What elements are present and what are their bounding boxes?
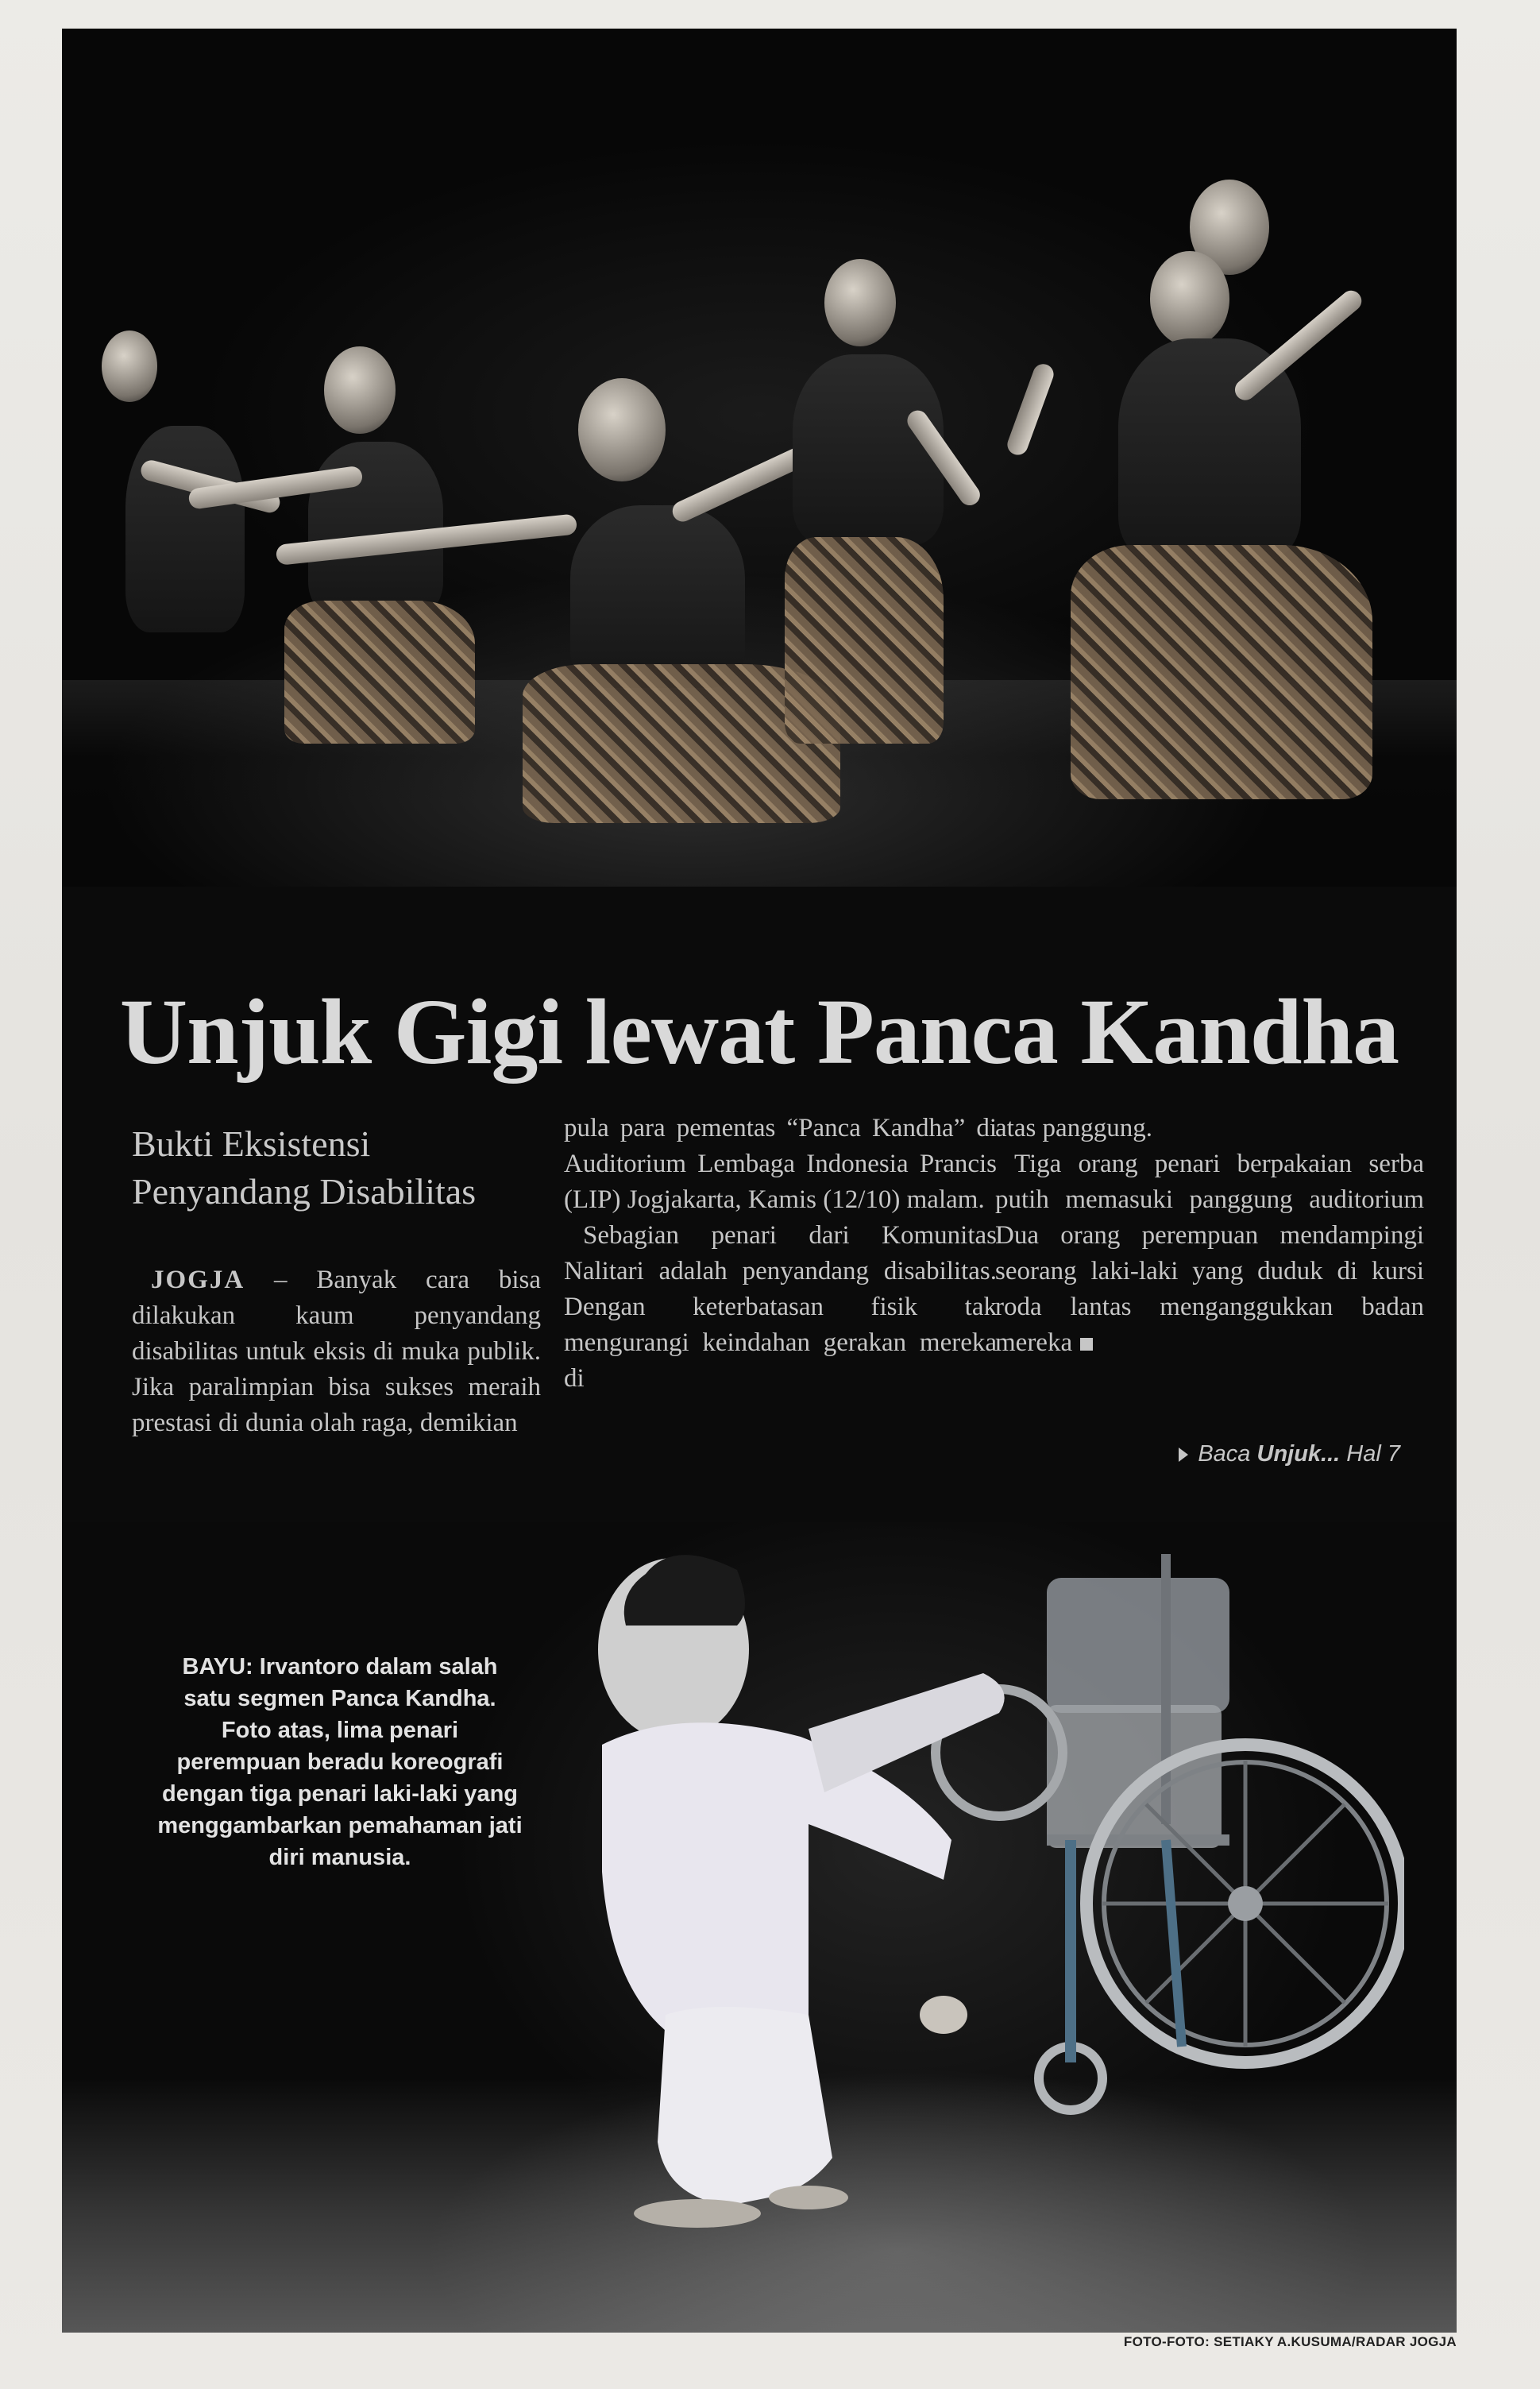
headline: Unjuk Gigi lewat Panca Kandha [119,980,1399,1084]
article-paragraph [132,1262,541,1441]
dancer-figure [1055,148,1436,783]
newspaper-page [62,29,1457,2333]
photo-credit: FOTO-FOTO: SETIAKY A.KUSUMA/RADAR JOGJA [1123,2334,1457,2349]
subheadline-line: Penyandang Disabilitas [132,1171,477,1212]
dancer-white-image [570,1538,1015,2229]
continue-reading [987,1441,1400,1467]
article-paragraph: atas panggung. [995,1114,1152,1142]
triangle-right-icon [1179,1448,1188,1462]
dateline: JOGJA [151,1266,245,1294]
article-column-1 [132,1262,541,1441]
article-paragraph [995,1146,1424,1361]
end-mark-icon [1080,1338,1093,1351]
article-text: Tiga orang penari berpakaian serba putih memasuki panggung auditorium Dua orang perempuan mendampingi seorang laki-laki yang duduk di kursi roda lantas menganggukkan badan mereka [995,1150,1424,1357]
continue-keyword: Unjuk... [1256,1441,1341,1467]
photo-caption: BAYU: Irvantoro dalam salah satu segmen Panca Kandha. Foto atas, lima penari perempuan beradu koreografi dengan tiga penari laki-laki yang menggambarkan pemahaman jati diri manusia. [157,1654,523,1870]
article-text: – Banyak cara bisa dilakukan kaum penyandang disabilitas untuk eksis di muka publik. Jika paralimpian bisa sukses meraih prestasi di dunia olah raga, demikian [132,1266,541,1437]
article-paragraph: Sebagian penari dari Komunitas Nalitari adalah penyandang disabilitas. Dengan keterbatasan fisik tak mengurangi keindahan gerakan mereka di [564,1221,997,1393]
article-column-3 [995,1111,1424,1361]
article-column-2 [564,1111,997,1397]
dancer-figure [753,235,975,744]
bottom-photo-dancer [62,1522,1457,2333]
article-paragraph: pula para pementas “Panca Kandha” di Auditorium Lembaga Indonesia Prancis (LIP) Jogjakarta, Kamis (12/10) malam. [564,1114,997,1214]
top-photo-dancers [62,29,1457,887]
subheadline [132,1120,577,1216]
continue-prefix: Baca [1198,1441,1251,1467]
continue-page: Hal 7 [1346,1441,1400,1467]
subheadline-line: Bukti Eksistensi [132,1123,371,1164]
